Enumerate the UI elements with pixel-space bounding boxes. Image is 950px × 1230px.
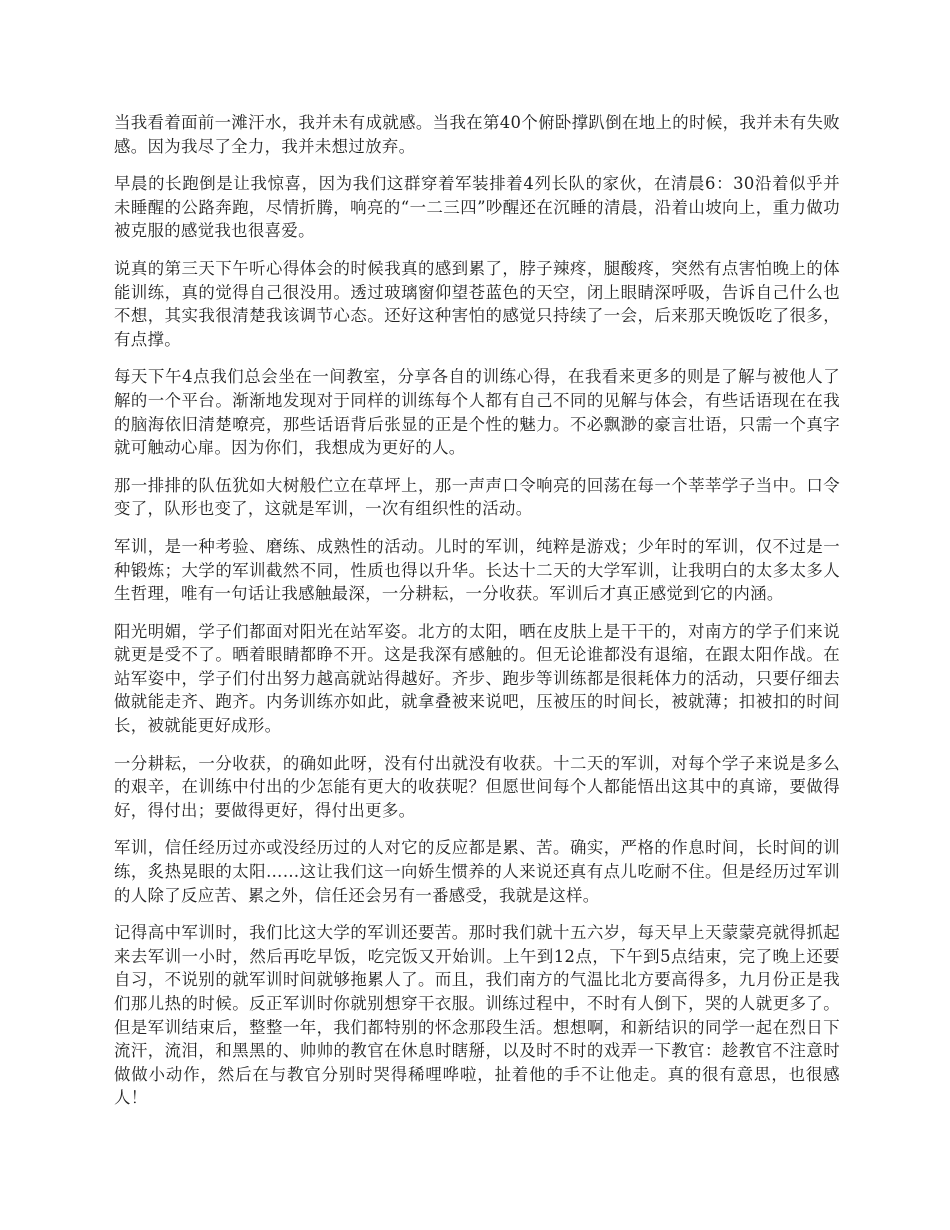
paragraph: 每天下午4点我们总会坐在一间教室，分享各自的训练心得，在我看来更多的则是了解与被他人了解的一个平台。渐渐地发现对于同样的训练每个人都有自己不同的见解与体会，有些话语现在在我的脑海依旧清楚嘹亮，那些话语背后张显的正是个性的魅力。不必飘渺的豪言壮语，只需一个真字就可触动心扉。因为你们，我想成为更好的人。 xyxy=(114,367,840,458)
paragraph: 军训，是一种考验、磨练、成熟性的活动。儿时的军训，纯粹是游戏；少年时的军训，仅不过是一种锻炼；大学的军训截然不同，性质也得以升华。长达十二天的大学军训，让我明白的太多太多人生哲理，唯有一句话让我感触最深，一分耕耘，一分收获。军训后才真正感觉到它的内涵。 xyxy=(114,536,840,604)
paragraph: 军训，信任经历过亦或没经历过的人对它的反应都是累、苦。确实，严格的作息时间，长时间的训练，炙热晃眼的太阳……这让我们这一向娇生惯养的人来说还真有点儿吃耐不住。但是经历过军训的人除了反应苦、累之外，信任还会另有一番感受，我就是这样。 xyxy=(114,838,840,905)
paragraph: 记得高中军训时，我们比这大学的军训还要苦。那时我们就十五六岁，每天早上天蒙蒙亮就得抓起来去军训一小时，然后再吃早饭，吃完饭又开始训。上午到12点，下午到5点结束，完了晚上还要自习，不说别的就军训时间就够拖累人了。而且，我们南方的气温比北方要高得多，九月份正是我们那儿热的时候。反正军训时你就别想穿干衣服。训练过程中，不时有人倒下，哭的人就更多了。但是军训结束后，整整一年，我们都特别的怀念那段生活。想想啊，和新结识的同学一起在烈日下流汗，流泪，和黑黑的、帅帅的教官在休息时瞎掰，以及时不时的戏弄一下教官：趁教官不注意时做做小动作，然后在与教官分别时哭得稀哩哗啦，扯着他的手不让他走。真的很有意思，也很感人！ xyxy=(114,923,840,1108)
paragraph: 阳光明媚，学子们都面对阳光在站军姿。北方的太阳，晒在皮肤上是干干的，对南方的学子们来说就更是受不了。晒着眼睛都睁不开。这是我深有感触的。但无论谁都没有退缩，在跟太阳作战。在站军姿中，学子们付出努力越高就站得越好。齐步、跑步等训练都是很耗体力的活动，只要仔细去做就能走齐、跑齐。内务训练亦如此，就拿叠被来说吧，压被压的时间长，被就薄；扣被扣的时间长，被就能更好成形。 xyxy=(114,621,840,736)
paragraph: 当我看着面前一滩汗水，我并未有成就感。当我在第40个俯卧撑趴倒在地上的时候，我并未有失败感。因为我尽了全力，我并未想过放弃。 xyxy=(114,113,840,156)
paragraph: 说真的第三天下午听心得体会的时候我真的感到累了，脖子辣疼，腿酸疼，突然有点害怕晚上的体能训练，真的觉得自己很没用。透过玻璃窗仰望苍蓝色的天空，闭上眼睛深呼吸，告诉自己什么也不想，其实我很清楚我该调节心态。还好这种害怕的感觉只持续了一会，后来那天晚饭吃了很多，有点撑。 xyxy=(114,258,840,349)
paragraph: 那一排排的队伍犹如大树般伫立在草坪上，那一声声口令响亮的回荡在每一个莘莘学子当中。口令变了，队形也变了，这就是军训，一次有组织性的活动。 xyxy=(114,475,840,519)
document-body xyxy=(114,111,840,1124)
paragraph: 早晨的长跑倒是让我惊喜，因为我们这群穿着军装排着4列长队的家伙，在清晨6：30沿着似乎并未睡醒的公路奔跑，尽情折腾，响亮的“一二三四”吵醒还在沉睡的清晨，沿着山坡向上，重力做功被克服的感觉我也很喜爱。 xyxy=(114,174,840,241)
paragraph: 一分耕耘，一分收获，的确如此呀，没有付出就没有收获。十二天的军训，对每个学子来说是多么的艰辛，在训练中付出的少怎能有更大的收获呢？但愿世间每个人都能悟出这其中的真谛，要做得好，得付出；要做得更好，得付出更多。 xyxy=(114,753,840,820)
